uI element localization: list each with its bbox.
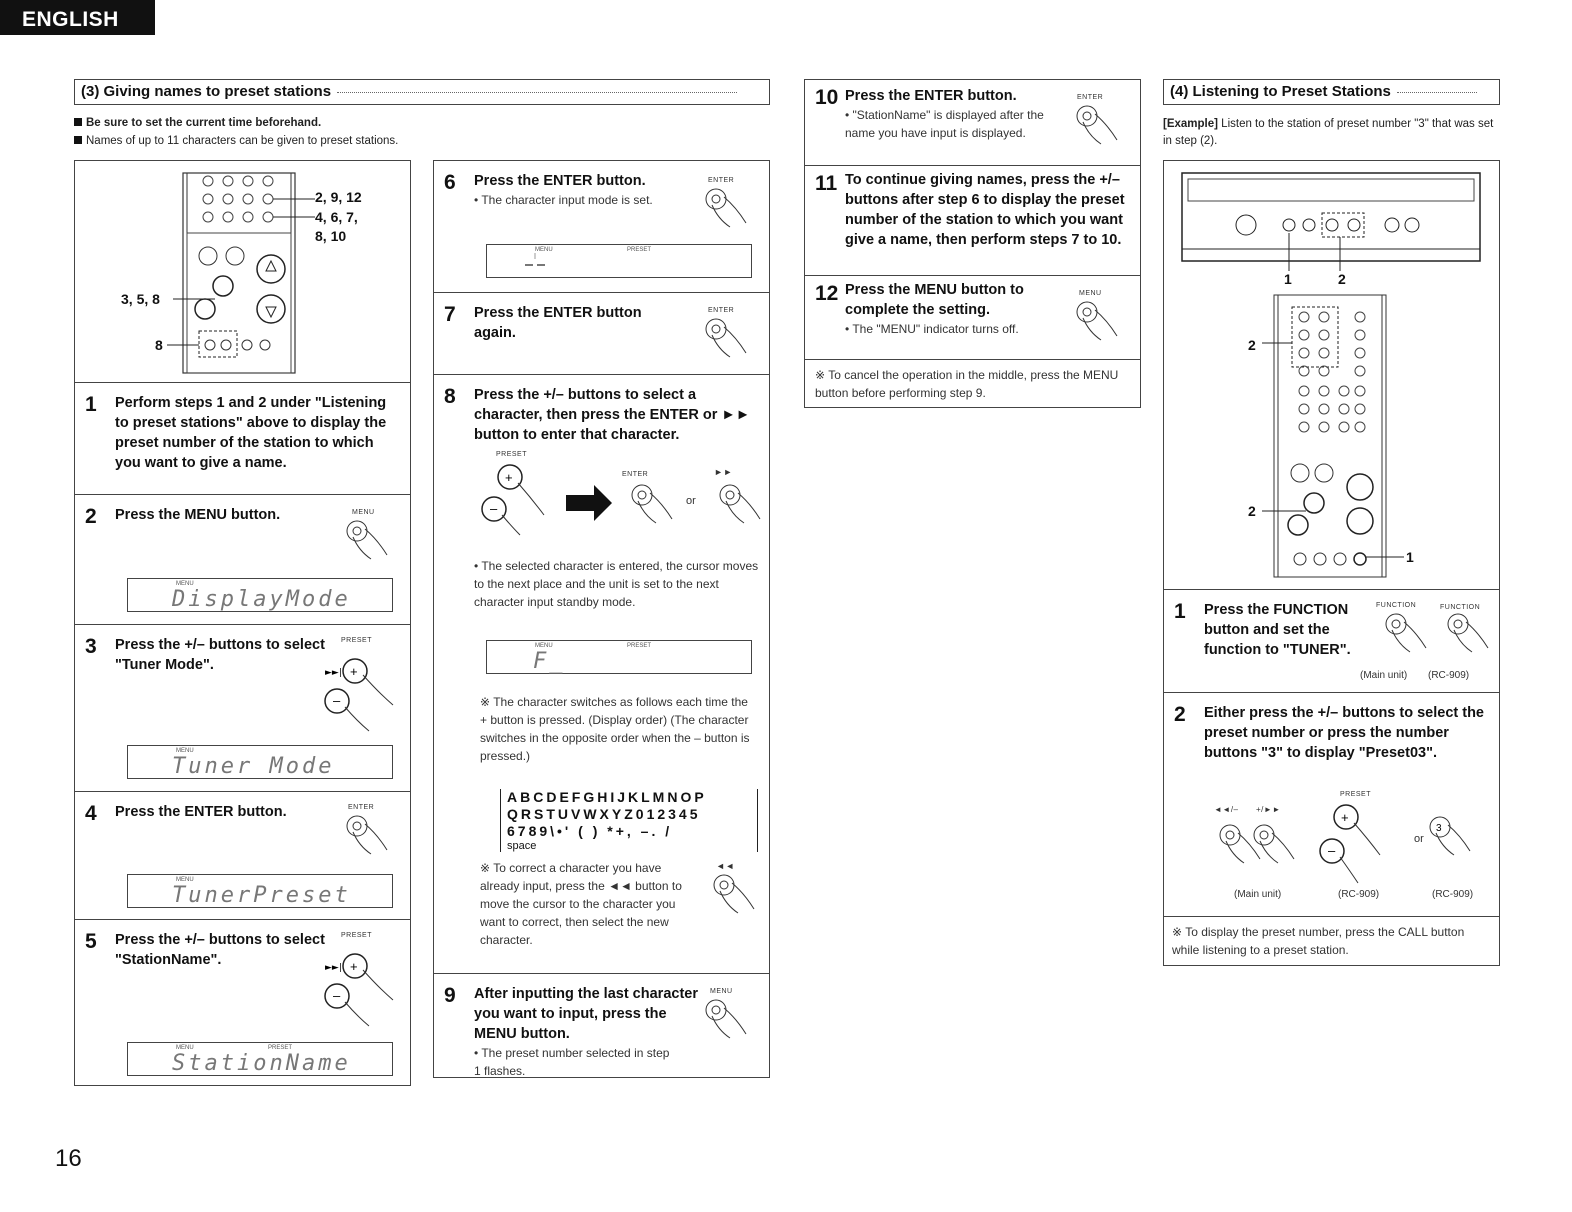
- s4-note-body: To display the preset number, press the CALL button while listening to a preset station.: [1172, 925, 1465, 957]
- step-8-switch-note-text: The character switches as follows each time the + button is pressed. (Display order) (The character switches in the opposite order when the – button is pressed.): [480, 695, 750, 763]
- asterisk-icon: ※: [480, 695, 491, 709]
- step-2-number: 2: [85, 505, 97, 528]
- charset-row-1: ABCDEFGHIJKLMNOP: [507, 789, 707, 805]
- step-3-number: 3: [85, 635, 97, 658]
- svg-text:+: +: [1341, 810, 1349, 825]
- step-7-key-label: ENTER: [708, 307, 735, 314]
- step-5-text: Press the +/– buttons to select "StationName".: [115, 932, 325, 968]
- cursor-blink-icon: [521, 253, 551, 275]
- s4-step-2-cap-remote1: (RC-909): [1338, 889, 1380, 900]
- s4-step-1-cap-remote: (RC-909): [1428, 670, 1470, 681]
- finger-press-icon: [1067, 296, 1127, 348]
- step-12-number: 12: [815, 282, 839, 305]
- step-10-bullet: • "StationName" is displayed after the name you have input is displayed.: [845, 108, 1044, 140]
- step-8-correct-note: [480, 859, 702, 949]
- step-1-number: 1: [85, 393, 97, 416]
- step-9-key-label: MENU: [710, 988, 733, 995]
- example-text: Listen to the station of preset number "3" that was set in step (2).: [1163, 118, 1494, 147]
- callout-8-10: 8, 10: [315, 228, 347, 244]
- step-8-bullet: • The selected character is entered, the cursor moves to the next place and the unit is set to the next character input standby mode.: [474, 559, 759, 609]
- svg-text:+: +: [505, 470, 513, 485]
- cancel-note-text: [815, 366, 1135, 402]
- step-4-display-text: TunerPreset: [172, 883, 351, 908]
- s4-step-2-cap-main: (Main unit): [1234, 889, 1282, 900]
- callout-1-function: 1: [1406, 549, 1414, 565]
- step-2-display: MENU DisplayMode: [127, 578, 393, 612]
- step-5-display: MENU PRESET StationName: [127, 1042, 393, 1076]
- step-8-back-label: ◄◄: [716, 861, 735, 871]
- callout-1-main: 1: [1284, 271, 1292, 287]
- asterisk-icon: ※: [1172, 925, 1183, 939]
- s4-step-2-key-a: ◄◄/–: [1214, 805, 1239, 814]
- s4-step-1-key-label-main: FUNCTION: [1376, 602, 1417, 609]
- step-10-text: [845, 86, 1065, 142]
- step-2: [75, 494, 410, 624]
- step-8-number: 8: [444, 385, 456, 408]
- note-time-text: Be sure to set the current time beforehand.: [86, 117, 322, 129]
- step-9-heading: After inputting the last character you want to input, press the MENU button.: [474, 986, 698, 1042]
- step-4-number: 4: [85, 802, 97, 825]
- step-12-bullet: • The "MENU" indicator turns off.: [845, 322, 1019, 336]
- step-4: [75, 791, 410, 919]
- charset-row-3: 6789\•' ( ) *+, –. /: [507, 823, 673, 839]
- step-6-heading: Press the ENTER button.: [474, 173, 646, 189]
- step-11: [805, 165, 1140, 275]
- step-8-text: Press the +/– buttons to select a character, then press the ENTER or ►► button to enter that character.: [474, 387, 751, 443]
- callout-2-main: 2: [1338, 271, 1346, 287]
- s4-step-1: [1164, 589, 1499, 692]
- step-8-switch-note: [480, 693, 750, 765]
- s4-step-2-or: or: [1414, 833, 1424, 845]
- s4-step-1-cap-main: (Main unit): [1360, 670, 1408, 681]
- step-1-text: Perform steps 1 and 2 under "Listening to preset stations" above to display the preset number of the station to which you want to give a name.: [115, 395, 387, 471]
- page-number: 16: [55, 1145, 82, 1172]
- step-5-display-text: StationName: [172, 1051, 351, 1076]
- callout-8: 8: [155, 337, 163, 353]
- example-label: [Example]: [1163, 118, 1218, 130]
- step-6-text: [474, 171, 704, 209]
- step-4-key-label: ENTER: [348, 804, 375, 811]
- cancel-note-body: To cancel the operation in the middle, press the MENU button before performing step 9.: [815, 368, 1119, 400]
- plus-minus-buttons-icon: [323, 940, 403, 1030]
- example: [1163, 116, 1503, 150]
- step-12-key-label: MENU: [1079, 290, 1102, 297]
- step-7: [434, 292, 769, 374]
- finger-press-icon: [696, 313, 756, 365]
- main-unit-remote-illustration: [1164, 161, 1499, 589]
- remote-illustration: [75, 161, 410, 381]
- step-10: [805, 80, 1140, 165]
- step-11-number: 11: [815, 172, 838, 195]
- step-4-text: Press the ENTER button.: [115, 804, 287, 820]
- callout-2-numpad: 2: [1248, 337, 1256, 353]
- callout-2-9-12: 2, 9, 12: [315, 189, 362, 205]
- step-9-bullet: • The preset number selected in step 1 flashes.: [474, 1046, 670, 1078]
- s4-step-2: [1164, 692, 1499, 916]
- svg-text:+: +: [350, 959, 358, 974]
- step-4-display: MENU TunerPreset: [127, 874, 393, 908]
- step-3-text: Press the +/– buttons to select "Tuner Mode".: [115, 637, 325, 673]
- step-3: [75, 624, 410, 791]
- svg-text:►►|: ►►|: [325, 668, 342, 678]
- step-3-display: MENU Tuner Mode: [127, 745, 393, 779]
- language-tab: ENGLISH: [0, 0, 155, 35]
- charset-table: [500, 789, 758, 852]
- step-10-number: 10: [815, 86, 839, 109]
- column-section-4: [1163, 160, 1500, 966]
- finger-press-icon: [696, 994, 756, 1046]
- step-7-number: 7: [444, 303, 456, 326]
- column-steps-10-12: [804, 79, 1141, 408]
- step-3-key-label: PRESET: [341, 637, 373, 644]
- step-8-display: MENU PRESET F_: [486, 640, 752, 674]
- step-10-heading: Press the ENTER button.: [845, 88, 1017, 104]
- step-9-number: 9: [444, 984, 456, 1007]
- step-3-display-text: Tuner Mode: [172, 754, 335, 779]
- step-8-correct-note-text: To correct a character you have already input, press the ◄◄ button to move the cursor to the character you want to correct, then select the new character.: [480, 861, 682, 947]
- asterisk-icon: ※: [480, 861, 491, 875]
- svg-text:–: –: [490, 501, 498, 516]
- note-time: [74, 115, 774, 132]
- step-5-number: 5: [85, 930, 97, 953]
- s4-step-2-number: 2: [1174, 703, 1186, 726]
- step-9: [434, 973, 769, 1077]
- step-8-enter-label: ENTER: [622, 471, 649, 478]
- plus-minus-buttons-icon: [323, 645, 403, 735]
- svg-text:3: 3: [1436, 823, 1442, 834]
- step-5-key-label: PRESET: [341, 932, 373, 939]
- s4-step-2-illustration: [1208, 799, 1498, 889]
- finger-press-icon: [704, 869, 764, 921]
- step-2-key-label: MENU: [352, 509, 375, 516]
- column-steps-1-5: [74, 160, 411, 1086]
- step-9-text: [474, 984, 704, 1080]
- finger-press-icon: [1067, 100, 1127, 152]
- svg-text:►►|: ►►|: [325, 963, 342, 973]
- note-chars: [74, 133, 774, 150]
- function-buttons-icon: [1376, 608, 1496, 662]
- finger-press-icon: [696, 183, 756, 235]
- cancel-note: [805, 359, 1140, 407]
- svg-text:–: –: [1328, 843, 1336, 858]
- s4-step-1-key-label-remote: FUNCTION: [1440, 604, 1481, 611]
- step-6-bullet: • The character input mode is set.: [474, 193, 653, 207]
- finger-press-icon: [337, 810, 397, 862]
- finger-press-icon: [337, 515, 397, 567]
- svg-text:+: +: [350, 664, 358, 679]
- asterisk-icon: ※: [815, 368, 826, 382]
- s4-note-text: [1172, 923, 1492, 959]
- s4-step-2-key-c: PRESET: [1340, 791, 1372, 798]
- step-12-heading: Press the MENU button to complete the setting.: [845, 282, 1024, 318]
- step-12: [805, 275, 1140, 359]
- s4-step-2-text: Either press the +/– buttons to select the preset number or press the number buttons "3" to display "Preset03".: [1204, 705, 1484, 761]
- step-10-key-label: ENTER: [1077, 94, 1104, 101]
- step-6-number: 6: [444, 171, 456, 194]
- s4-step-1-text: Press the FUNCTION button and set the function to "TUNER".: [1204, 602, 1351, 658]
- step-2-display-text: DisplayMode: [172, 587, 351, 612]
- callout-2-plus-minus: 2: [1248, 503, 1256, 519]
- step-5: [75, 919, 410, 1085]
- charset-row-2: QRSTUVWXYZ012345: [507, 806, 701, 822]
- s4-step-2-cap-remote2: (RC-909): [1432, 889, 1474, 900]
- s4-step-1-number: 1: [1174, 600, 1186, 623]
- step-12-text: [845, 280, 1070, 338]
- callout-4-6-7: 4, 6, 7,: [315, 209, 358, 225]
- section-4-title: [1163, 79, 1500, 105]
- step-8-or: or: [686, 495, 696, 507]
- note-chars-text: Names of up to 11 characters can be given to preset stations.: [86, 135, 399, 147]
- svg-text:–: –: [333, 988, 341, 1003]
- step-8-fwd-label: ►►: [714, 467, 733, 477]
- step-1: [75, 382, 410, 494]
- step-8: [434, 374, 769, 973]
- step-2-text: Press the MENU button.: [115, 507, 281, 523]
- step-7-text: Press the ENTER button again.: [474, 305, 642, 341]
- callout-3-5-8: 3, 5, 8: [121, 291, 160, 307]
- step-6-key-label: ENTER: [708, 177, 735, 184]
- s4-note: [1164, 916, 1499, 965]
- s4-step-2-key-b: +/►►: [1256, 805, 1281, 814]
- section-4-title-text: (4) Listening to Preset Stations: [1170, 83, 1391, 100]
- column-steps-6-9: [433, 160, 770, 1078]
- svg-text:–: –: [333, 693, 341, 708]
- step-11-text: To continue giving names, press the +/– buttons after step 6 to display the preset number of the station to which you want give a name, then perform steps 7 to 10.: [845, 172, 1125, 248]
- step-6: [434, 161, 769, 292]
- section-3-title: [74, 79, 770, 105]
- section-3-title-text: (3) Giving names to preset stations: [81, 83, 332, 100]
- step-6-display: MENU PRESET: [486, 244, 752, 278]
- step-8-preset-label: PRESET: [496, 451, 528, 458]
- charset-space: space: [507, 840, 537, 852]
